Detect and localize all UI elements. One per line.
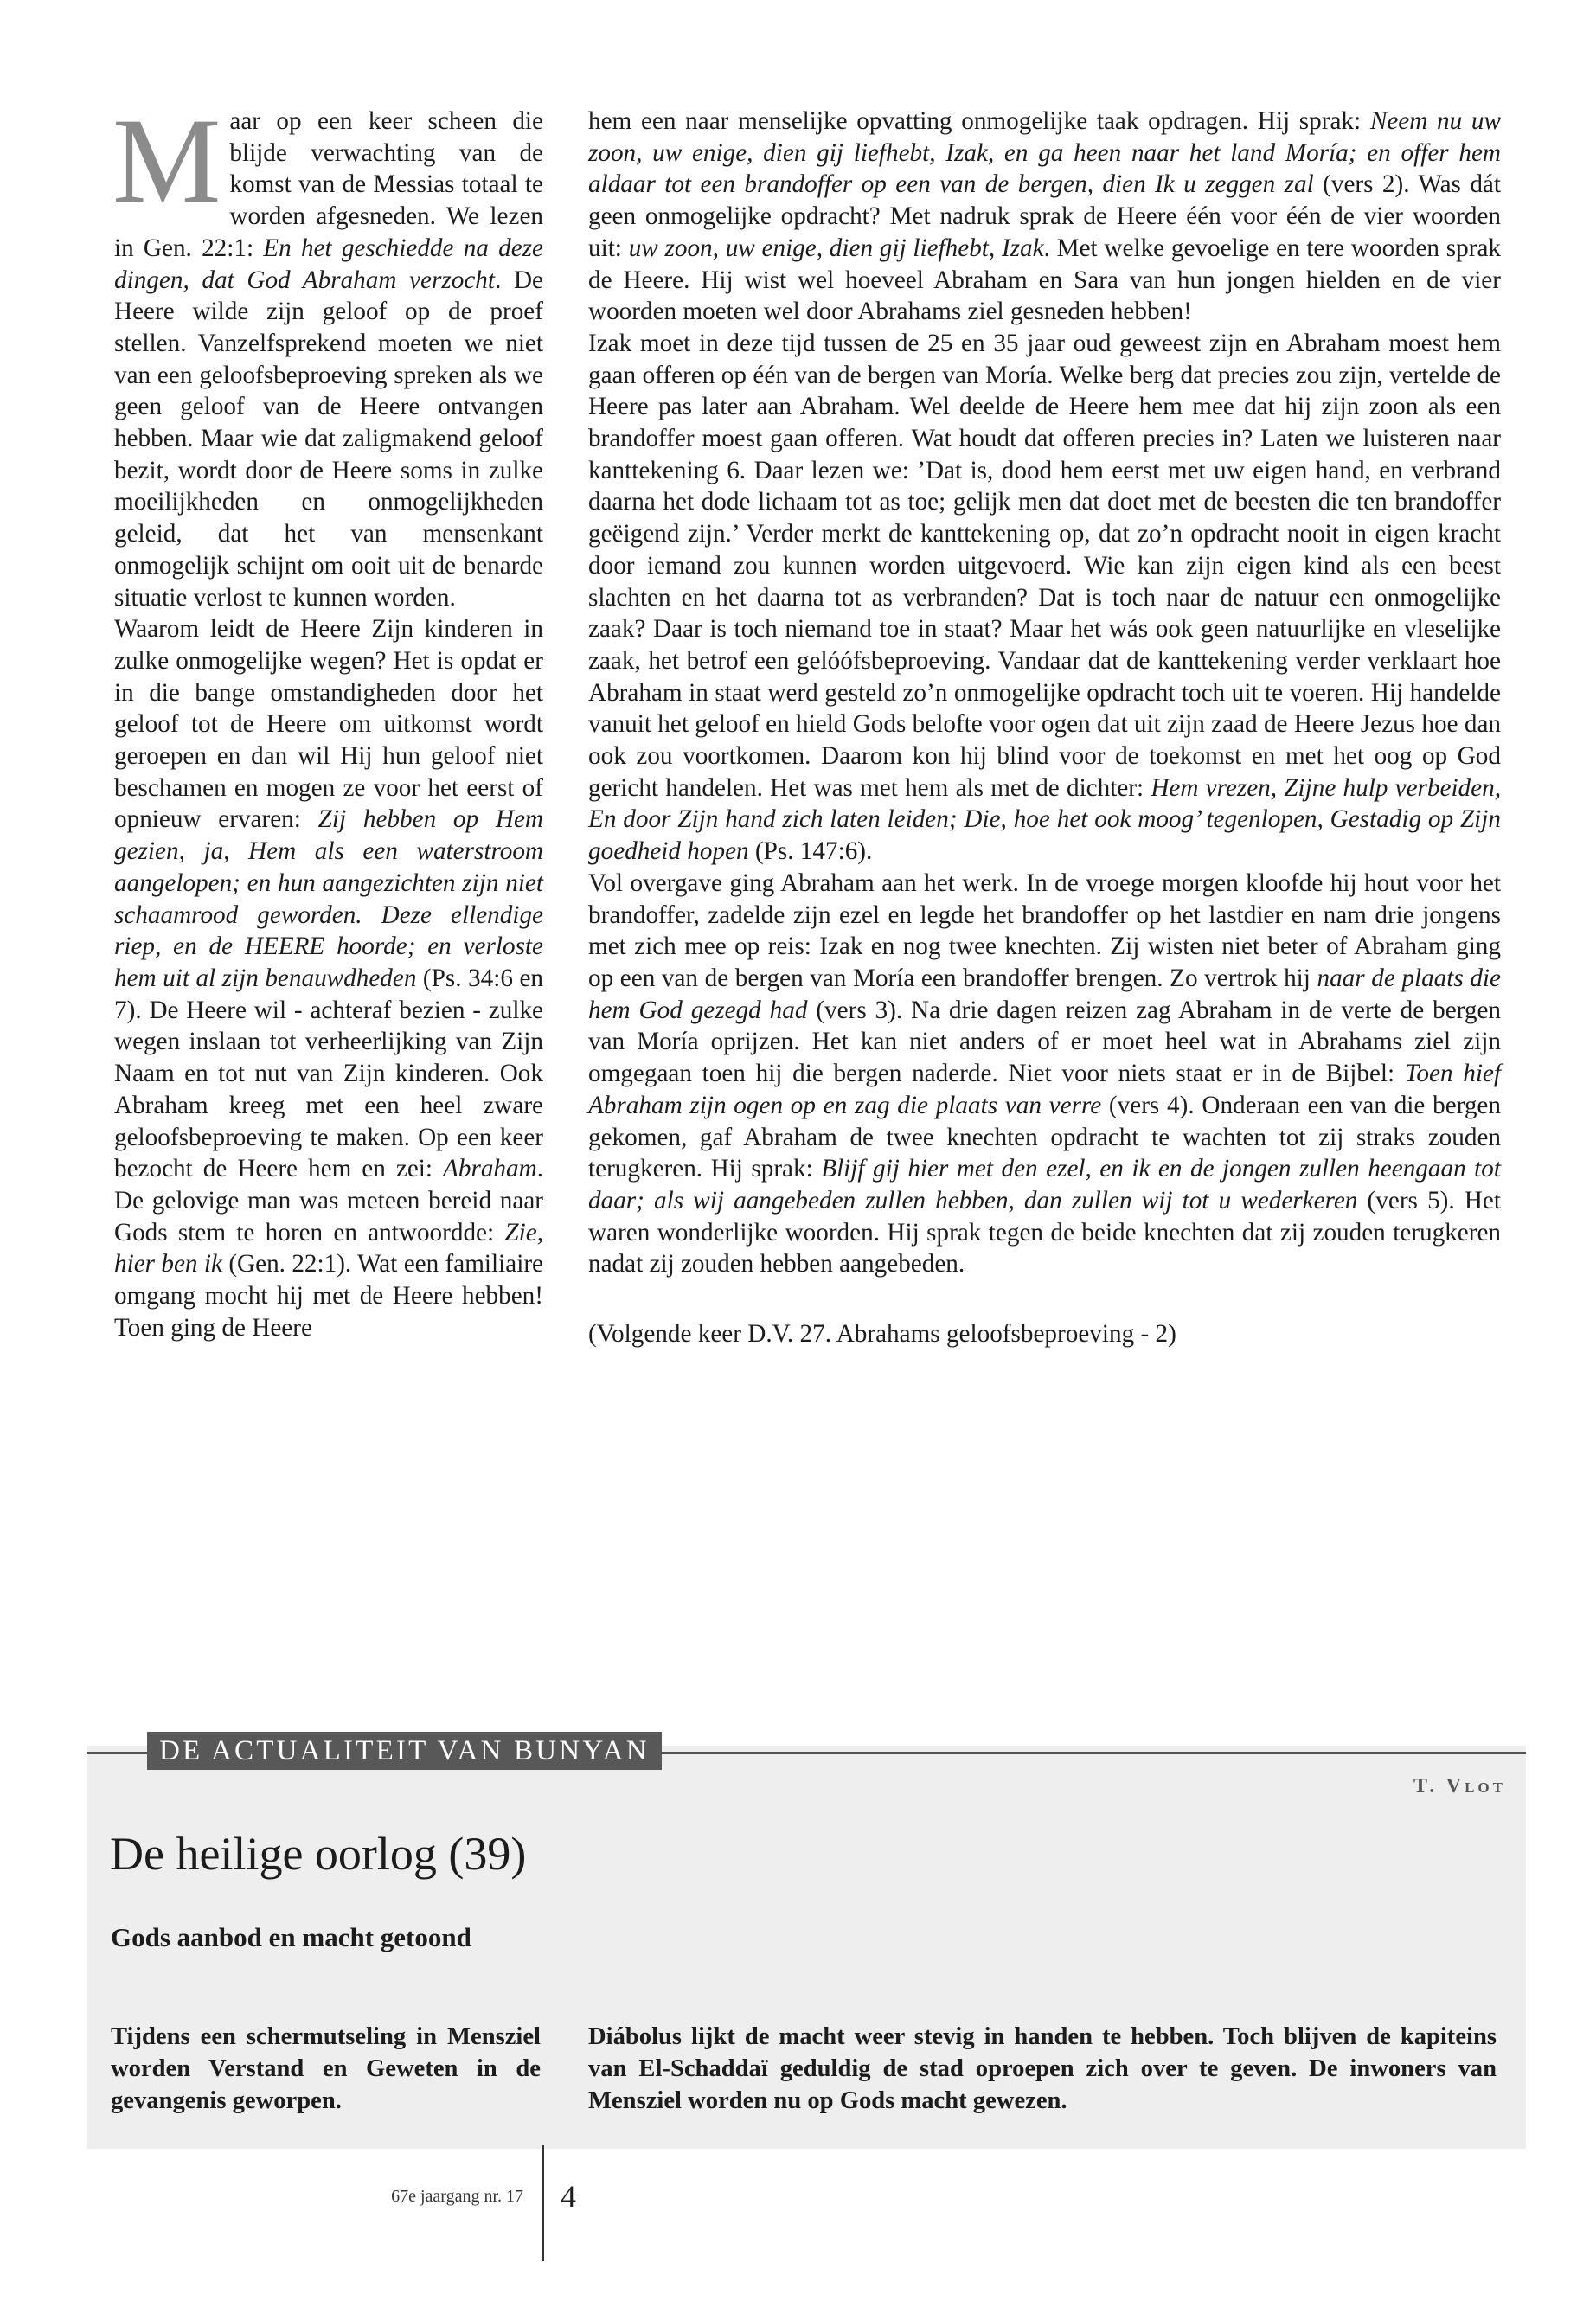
drop-cap: M: [112, 93, 221, 228]
paragraph: aar op een keer scheen die blijde verwachting van de komst van de Messias totaal te worden afgesneden. We lezen in Gen. 22:1: En het geschiedde na deze dingen, dat God Abraham verzocht. De Heere wilde zijn geloof op de proef stellen. Vanzelfsprekend moeten we niet van een geloofsbeproeving spreken als we geen geloof van de Heere ontvangen hebben. Maar wie dat zaligmakend geloof bezit, wordt door de Heere soms in zulke moeilijkheden en onmogelijkheden geleid, dat het van mensenkant onmogelijk schijnt om ooit uit de benarde situatie verlost te kunnen worden.: [114, 107, 543, 612]
paragraph: Waarom leidt de Heere Zijn kinderen in zulke onmogelijke wegen? Het is opdat er in die bange omstandigheden door het geloof tot de Heere om uitkomst wordt geroepen en dan wil Hij hun geloof niet beschamen en mogen ze voor het eerst of opnieuw ervaren: Zij hebben op Hem gezien, ja, Hem als een waterstroom aangelopen; en hun aangezichten zijn niet schaamrood geworden. Deze ellendige riep, en de HEERE hoorde; en verloste hem uit al zijn benauwdheden (Ps. 34:6 en 7). De Heere wil - achteraf bezien - zulke wegen inslaan tot verheerlijking van Zijn Naam en tot nut van Zijn kinderen. Ook Abraham kreeg met een heel zware geloofsbeproeving te maken. Op een keer bezocht de Heere hem en zei: Abraham. De gelovige man was meteen bereid naar Gods stem te horen en antwoordde: Zie, hier ben ik (Gen. 22:1). Wat een familiaire omgang mocht hij met de Heere hebben! Toen ging de Heere: [114, 615, 543, 1342]
article-title: De heilige oorlog (39): [110, 1828, 527, 1880]
footer-divider: [542, 2145, 544, 2261]
paragraph: hem een naar menselijke opvatting onmogelijke taak opdragen. Hij sprak: Neem nu uw zoon, uw enige, dien gij liefhebt, Izak, en ga heen naar het land Moría; en offer hem aldaar tot een brandoffer op een van de bergen, dien Ik u zeggen zal (vers 2). Was dát geen onmogelijke opdracht? Met nadruk sprak de Heere één voor één de vier woorden uit: uw zoon, uw enige, dien gij liefhebt, Izak. Met welke gevoelige en tere woorden sprak de Heere. Hij wist wel hoeveel Abraham en Sara van hun jongen hielden en de vier woorden moeten wel door Abrahams ziel gesneden hebben!: [588, 107, 1501, 326]
section-title: DE ACTUALITEIT VAN BUNYAN: [147, 1732, 662, 1770]
author-name: T. Vlot: [1413, 1775, 1506, 1798]
article-subtitle: Gods aanbod en macht getoond: [111, 1922, 471, 1952]
left-column: [112, 93, 543, 1343]
intro-right: Diábolus lijkt de macht weer stevig in handen te hebben. Toch blijven de kapiteins van El-Schaddaï geduldig de stad oproepen zich over te geven. De inwoners van Mensziel worden nu op Gods macht gewezen.: [588, 2023, 1497, 2114]
next-episode-note: (Volgende keer D.V. 27. Abrahams geloofsbeproeving - 2): [588, 1320, 1176, 1349]
intro-left: Tijdens een schermutseling in Mensziel worden Verstand en Geweten in de gevangenis geworpen.: [111, 2023, 541, 2114]
right-column: [588, 106, 1501, 1350]
issue-info: 67e jaargang nr. 17: [391, 2187, 523, 2206]
paragraph: Vol overgave ging Abraham aan het werk. In de vroege morgen kloofde hij hout voor het brandoffer, zadelde zijn ezel en legde het brandoffer op het lastdier en nam drie jongens met zich mee op reis: Izak en nog twee knechten. Zij wisten niet beter of Abraham ging op een van de bergen van Moría een brandoffer brengen. Zo vertrok hij naar de plaats die hem God gezegd had (vers 3). Na drie dagen reizen zag Abraham in de verte de bergen van Moría oprijzen. Het kan niet anders of er moet heel wat in Abrahams ziel zijn omgegaan toen hij die bergen naderde. Niet voor niets staat er in de Bijbel: Toen hief Abraham zijn ogen op en zag die plaats van verre (vers 4). Onderaan een van die bergen gekomen, gaf Abraham de twee knechten opdracht te wachten tot zij straks zouden terugkeren. Hij sprak: Blijf gij hier met den ezel, en ik en de jongen zullen heengaan tot daar; als wij aangebeden zullen hebben, dan zullen wij tot u wederkeren (vers 5). Het waren wonderlijke woorden. Hij sprak tegen de beide knechten dat zij zouden terugkeren nadat zij zouden hebben aangebeden.: [588, 868, 1501, 1279]
page-number: 4: [561, 2179, 576, 2214]
paragraph: Izak moet in deze tijd tussen de 25 en 35 jaar oud geweest zijn en Abraham moest hem gaan offeren op één van de bergen van Moría. Welke berg dat precies zou zijn, vertelde de Heere pas later aan Abraham. Wel deelde de Heere hem mee dat hij zijn zoon als een brandoffer moest gaan offeren. Wat houdt dat offeren precies in? Laten we luisteren naar kanttekening 6. Daar lezen we: ’Dat is, dood hem eerst met uw eigen hand, en verbrand daarna het dode lichaam tot as toe; gelijk men dat doet met de beesten die ten brandoffer geëigend zijn.’ Verder merkt de kanttekening op, dat zo’n opdracht nooit in eigen kracht door iemand zou kunnen worden uitgevoerd. Wie kan zijn eigen kind als een beest slachten en het daarna tot as verbranden? Dat is toch naar de natuur een onmogelijke zaak? Daar is toch niemand toe in staat? Maar het wás ook geen natuurlijke en vleselijke zaak, het betrof een gelóófsbeproeving. Vandaar dat de kanttekening verder verklaart hoe Abraham in staat werd gesteld zo’n onmogelijke opdracht toch uit te voeren. Hij handelde vanuit het geloof en hield Gods belofte voor ogen dat uit zijn zaad de Heere Jezus hoe dan ook zou voortkomen. Daarom kon hij blind voor de toekomst en met het oog op God gericht handelen. Het was met hem als met de dichter: Hem vrezen, Zijne hulp verbeiden, En door Zijn hand zich laten leiden; Die, hoe het ook moog’ tegenlopen, Gestadig op Zijn goedheid hopen (Ps. 147:6).: [588, 329, 1501, 866]
